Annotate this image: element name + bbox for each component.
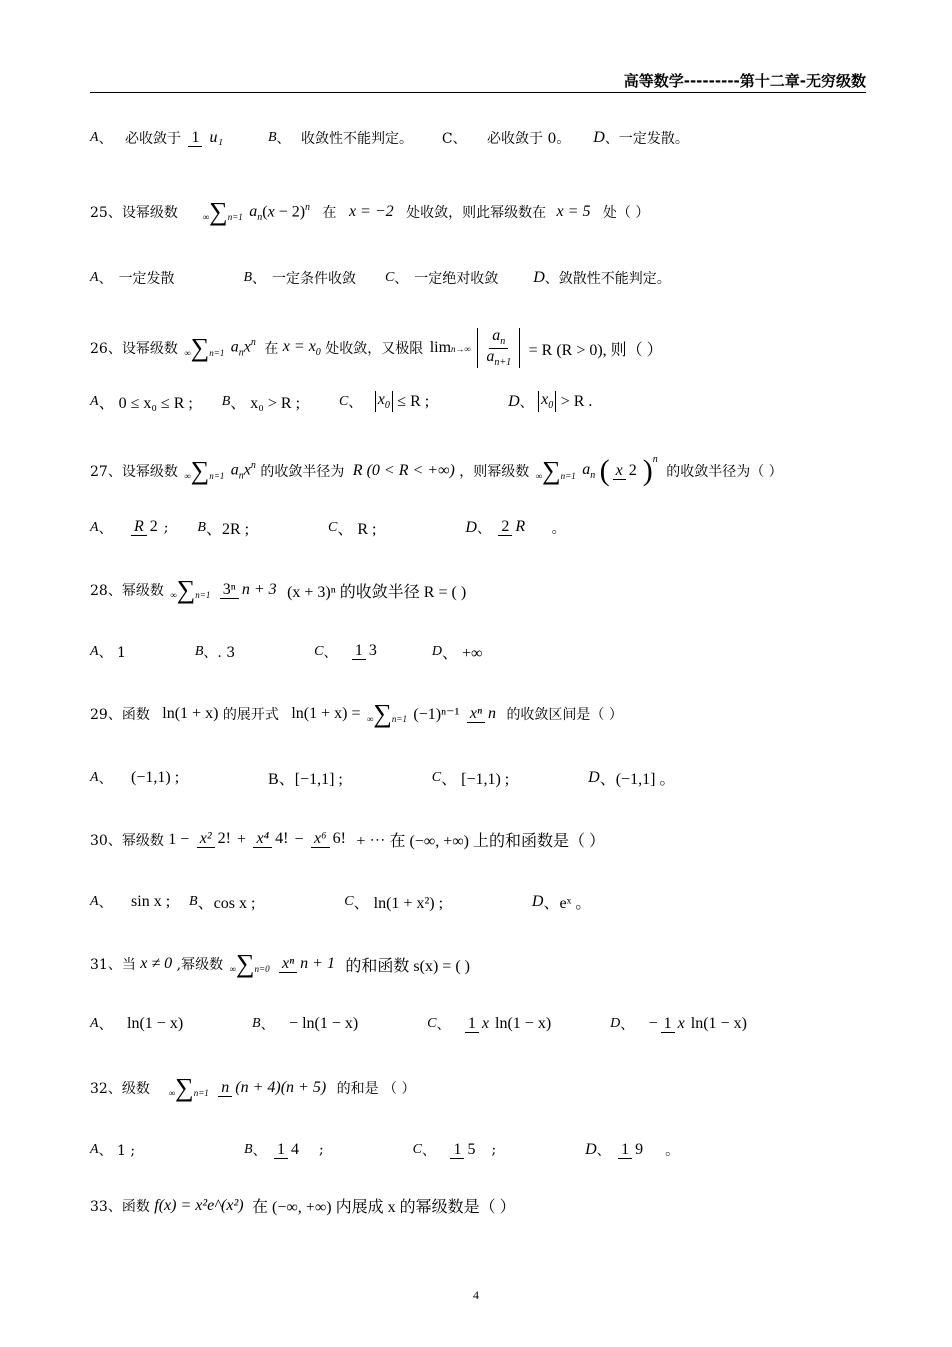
option-a-fraction: 1 u₁ bbox=[188, 130, 226, 147]
option-b-label: B bbox=[267, 130, 277, 145]
option-c-text: 必收敛于 0。 bbox=[487, 131, 571, 147]
header-title: 高等数学---------第十二章-无穷级数 bbox=[623, 72, 866, 90]
sum-symbol: ∞∑n=1 bbox=[366, 699, 407, 728]
sum-symbol: ∞∑n=1 bbox=[535, 455, 576, 485]
sum-symbol: ∞∑n=1 bbox=[170, 575, 211, 604]
sum-symbol: ∞∑n=0 bbox=[229, 949, 270, 978]
q26-question: 26、设幂级数 ∞∑n=1 $a_nx^n$ 在 $x = x_0$ 处收敛，又极限 limn→∞ $\frac{a_n}{a_{n+1}}$ = R (R > 0), 则（ ） bbox=[90, 327, 663, 368]
sum-symbol: ∞∑n=1 bbox=[168, 1073, 209, 1102]
q29-number: 29、函数 bbox=[90, 707, 150, 724]
q30-question: 30、幂级数 1 − x² 2! + x⁴ 4! − x⁶ 6! + ⋯ 在 (−∞, +∞) 上的和函数是（ ） bbox=[90, 830, 605, 850]
limit-symbol: limn→∞ bbox=[429, 339, 471, 357]
q29-options: A、 (−1,1) ; B、[−1,1] ; C、 [−1,1) ; D、(−1,1] 。 bbox=[90, 768, 676, 788]
abs-ratio: $\frac{a_n}{a_{n+1}}$ bbox=[477, 328, 520, 368]
option-d-text: 、一定发散。 bbox=[604, 131, 689, 147]
q28-options: A、 1 B、. 3 C、 1 3 D、 +∞ bbox=[90, 642, 483, 662]
q31-question: 31、当 x ≠ 0 ,幂级数 ∞∑n=0 xⁿ n + 1 的和函数 s(x) = ( ) bbox=[90, 949, 470, 978]
option-b-text: 收敛性不能判定。 bbox=[300, 131, 413, 147]
q32-number: 32、级数 bbox=[90, 1081, 150, 1098]
q27-number: 27、设幂级数 bbox=[90, 464, 178, 480]
q33-number: 33、函数 bbox=[90, 1198, 150, 1215]
option-c-label: C、 bbox=[441, 131, 467, 147]
q27-question: 27、设幂级数 ∞∑n=1 $a_nx^n$ 的收敛半径为 R (0 < R < +∞) ，则幂级数 ∞∑n=1 $a_n$ ( x 2 )$^n$ 的收敛半径为（ ） bbox=[90, 454, 783, 487]
q25-options: A、一定发散 B、一定条件收敛 C、一定绝对收敛 D、敛散性不能判定。 bbox=[90, 269, 671, 287]
page-header bbox=[90, 70, 866, 93]
q33-question: 33、函数 f(x) = x²e^(x²) 在 (−∞, +∞) 内展成 x 的幂级数是（ ） bbox=[90, 1196, 516, 1216]
q31-number: 31、当 bbox=[90, 957, 136, 974]
q30-number: 30、幂级数 bbox=[90, 832, 164, 849]
sum-symbol: ∞∑n=1 bbox=[202, 197, 243, 226]
q28-number: 28、幂级数 bbox=[90, 583, 164, 600]
q25-number: 25、设幂级数 bbox=[90, 205, 178, 222]
q26-options: A、 0 ≤ x₀ ≤ R ; B、 x₀ > R ; C、 $x_0 \le R$ ; D、 $x_0 > R$ . bbox=[90, 391, 593, 412]
sum-symbol: ∞∑n=1 bbox=[184, 332, 225, 362]
q28-question: 28、幂级数 ∞∑n=1 3ⁿ n + 3 (x + 3)ⁿ 的收敛半径 R = ( ) bbox=[90, 575, 467, 604]
q32-question: 32、级数 ∞∑n=1 n (n + 4)(n + 5) 的和是 （ ） bbox=[90, 1073, 416, 1102]
page-number: 4 bbox=[473, 1288, 479, 1302]
q30-options: A、 sin x ; B、cos x ; C、 ln(1 + x²) ; D、eˣ 。 bbox=[90, 892, 592, 912]
option-a-text: 必收敛于 bbox=[125, 131, 182, 147]
option-a-label: A bbox=[90, 130, 99, 145]
sum-symbol: ∞∑n=1 bbox=[184, 455, 225, 485]
q26-number: 26、设幂级数 bbox=[90, 341, 178, 358]
q25-question: 25、设幂级数 ∞∑n=1 $a_n(x - 2)^n$ 在 x = −2 处收敛，则此幂级数在 x = 5 处（ ） bbox=[90, 197, 650, 226]
q24-options: A、 必收敛于 1 u₁ B、 收敛性不能判定。 C、 必收敛于 0。 D、一定发散。 bbox=[90, 128, 689, 147]
q31-options: A、 ln(1 − x) B、 − ln(1 − x) C、 1 x ln(1 − x) D、 − 1 x ln(1 − x) bbox=[90, 1014, 747, 1033]
q32-options: A、 1 ; B、 1 4 ; C、 1 5 ; D、 1 9 。 bbox=[90, 1140, 680, 1159]
option-d-label: D bbox=[593, 129, 605, 146]
q29-question: 29、函数 ln(1 + x) 的展开式 ln(1 + x) = ∞∑n=1 (−1)ⁿ⁻¹ xⁿ n 的收敛区间是（ ） bbox=[90, 699, 623, 728]
q27-options: A、 R 2; B、2R ; C、 R ; D、 2 R 。 bbox=[90, 518, 566, 538]
